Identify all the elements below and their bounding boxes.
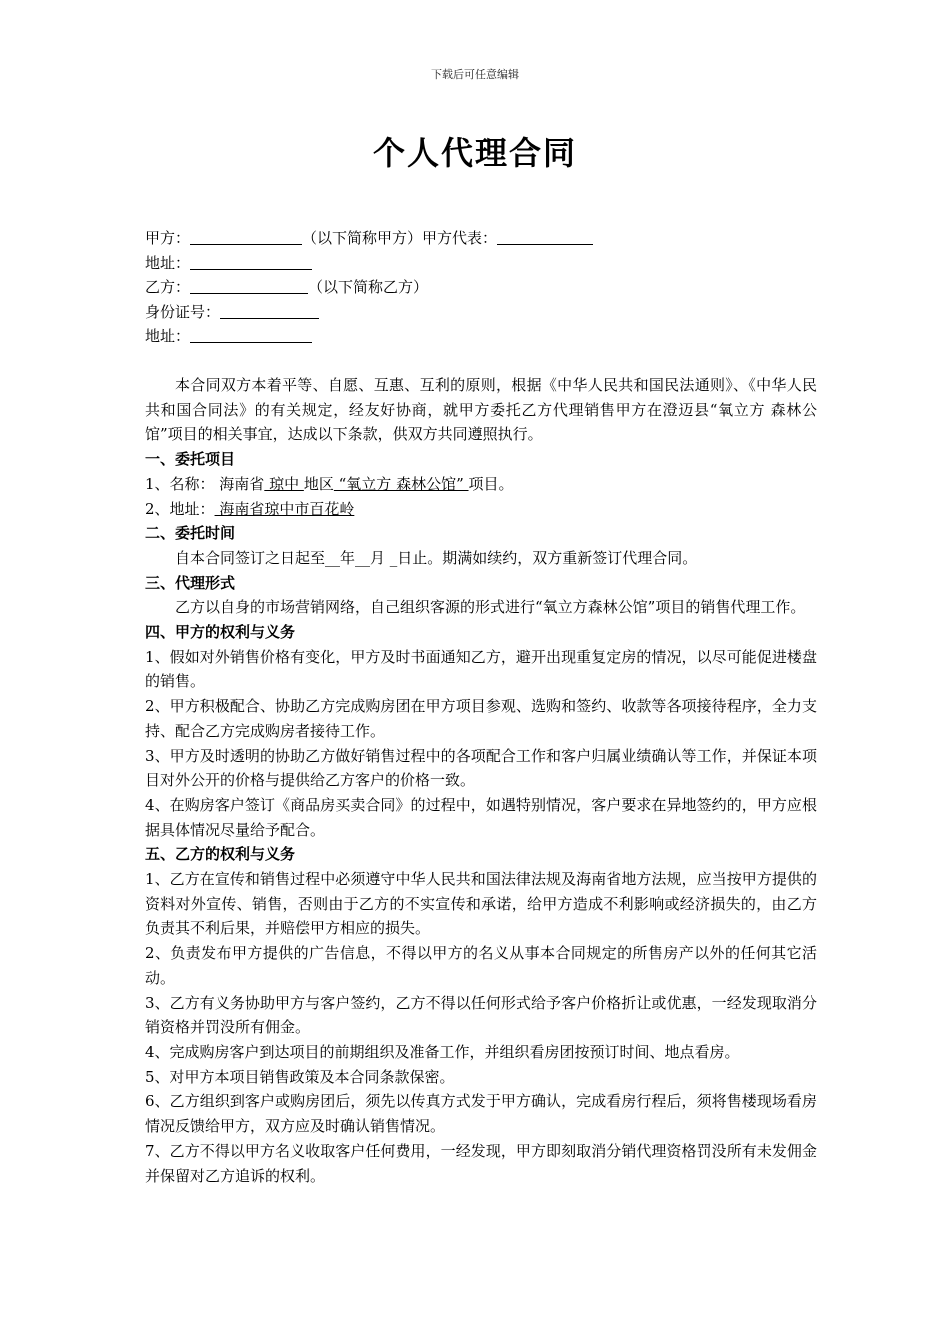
- party-b-blank: [190, 276, 308, 294]
- name-suffix: 项目。: [468, 474, 514, 493]
- addr-value: 海南省琼中市百花岭: [214, 499, 355, 518]
- id-blank: [220, 301, 319, 319]
- party-a-clause: 3、甲方及时透明的协助乙方做好销售过程中的各项配合工作和客户归属业绩确认等工作，并保证本项目对外公开的价格与提供给乙方客户的价格一致。: [145, 746, 817, 790]
- address-blank: [190, 325, 312, 343]
- section-heading: 四、甲方的权利与义务: [145, 623, 296, 642]
- party-a-label: 甲方：: [145, 229, 191, 247]
- party-b-row: [145, 275, 817, 300]
- term-paragraph: 自本合同签订之日起至__年__月 _日止。期满如续约，双方重新签订代理合同。: [175, 548, 698, 567]
- id-label: 身份证号：: [145, 302, 221, 321]
- section-heading: 五、乙方的权利与义务: [145, 845, 296, 864]
- section-heading: 一、委托项目: [145, 450, 236, 469]
- document-title: 个人代理合同: [372, 134, 577, 172]
- party-a-suffix: （以下简称甲方）甲方代表：: [302, 229, 498, 247]
- party-b-clause: 5、对甲方本项目销售政策及本合同条款保密。: [145, 1067, 455, 1086]
- addr-prefix: 2、地址：: [145, 499, 215, 518]
- party-b-label: 乙方：: [145, 278, 191, 296]
- party-b-clause: 4、完成购房客户到达项目的前期组织及准备工作，并组织看房团按预订时间、地点看房。: [145, 1042, 740, 1061]
- intro-paragraph: 本合同双方本着平等、自愿、互惠、互利的原则，根据《中华人民共和国民法通则》、《中华人民共和国合同法》的有关规定，经友好协商，就甲方委托乙方代理销售甲方在澄迈县“氧立方 森林公馆”项目的相关事宜，达成以下条款，供双方共同遵照执行。: [145, 376, 817, 444]
- address-row-1: [145, 251, 817, 276]
- name-prefix: 1、名称： 海南省: [145, 474, 265, 493]
- id-row: [145, 300, 817, 325]
- region-value: 琼中: [264, 474, 304, 493]
- project-address-line: [145, 497, 817, 522]
- party-b-suffix: （以下简称乙方）: [308, 278, 429, 296]
- address-label: 地址：: [145, 253, 191, 272]
- section-heading: 三、代理形式: [145, 573, 236, 592]
- parties-block: [145, 226, 817, 349]
- address-row-2: [145, 324, 817, 349]
- party-b-clause: 1、乙方在宣传和销售过程中必须遵守中华人民共和国法律法规及海南省地方法规，应当按甲方提供的资料对外宣传、销售，否则由于乙方的不实宣传和承诺，给甲方造成不利影响或经济损失的，由乙方负责其不利后果，并赔偿甲方相应的损失。: [145, 870, 817, 938]
- party-b-clause: 2、负责发布甲方提供的广告信息，不得以甲方的名义从事本合同规定的所售房产以外的任何其它活动。: [145, 944, 817, 987]
- party-b-clause: 7、乙方不得以甲方名义收取客户任何费用，一经发现，甲方即刻取消分销代理资格罚没所有未发佣金并保留对乙方追诉的权利。: [145, 1141, 817, 1185]
- party-a-clause: 2、甲方积极配合、协助乙方完成购房团在甲方项目参观、选购和签约、收款等各项接待程序，全力支持、配合乙方完成购房者接待工作。: [145, 697, 817, 740]
- party-a-row: [145, 226, 817, 251]
- party-b-clause: 3、乙方有义务协助甲方与客户签约，乙方不得以任何形式给予客户价格折让或优惠，一经发现取消分销资格并罚没所有佣金。: [145, 993, 817, 1037]
- name-mid: 地区: [303, 474, 334, 493]
- contract-body: [145, 373, 817, 1188]
- party-b-clause: 6、乙方组织到客户或购房团后，须先以传真方式发于甲方确认，完成看房行程后，须将售楼现场看房情况反馈给甲方，双方应及时确认销售情况。: [145, 1092, 817, 1136]
- header-note: 下载后可任意编辑: [431, 68, 519, 81]
- party-a-blank: [190, 227, 302, 245]
- address-label: 地址：: [145, 327, 191, 345]
- party-a-rep-blank: [497, 227, 593, 245]
- party-a-clause: 4、在购房客户签订《商品房买卖合同》的过程中，如遇特别情况，客户要求在异地签约的，甲方应根据具体情况尽量给予配合。: [145, 795, 817, 839]
- project-name-line: [145, 472, 817, 497]
- agency-form-paragraph: 乙方以自身的市场营销网络，自己组织客源的形式进行“氧立方森林公馆”项目的销售代理工作。: [175, 598, 806, 617]
- party-a-clause: 1、假如对外销售价格有变化，甲方及时书面通知乙方，避开出现重复定房的情况，以尽可能促进楼盘的销售。: [145, 647, 817, 691]
- section-heading: 二、委托时间: [145, 524, 236, 543]
- project-value: “氧立方 森林公馆”: [333, 474, 469, 493]
- address-blank: [190, 252, 312, 270]
